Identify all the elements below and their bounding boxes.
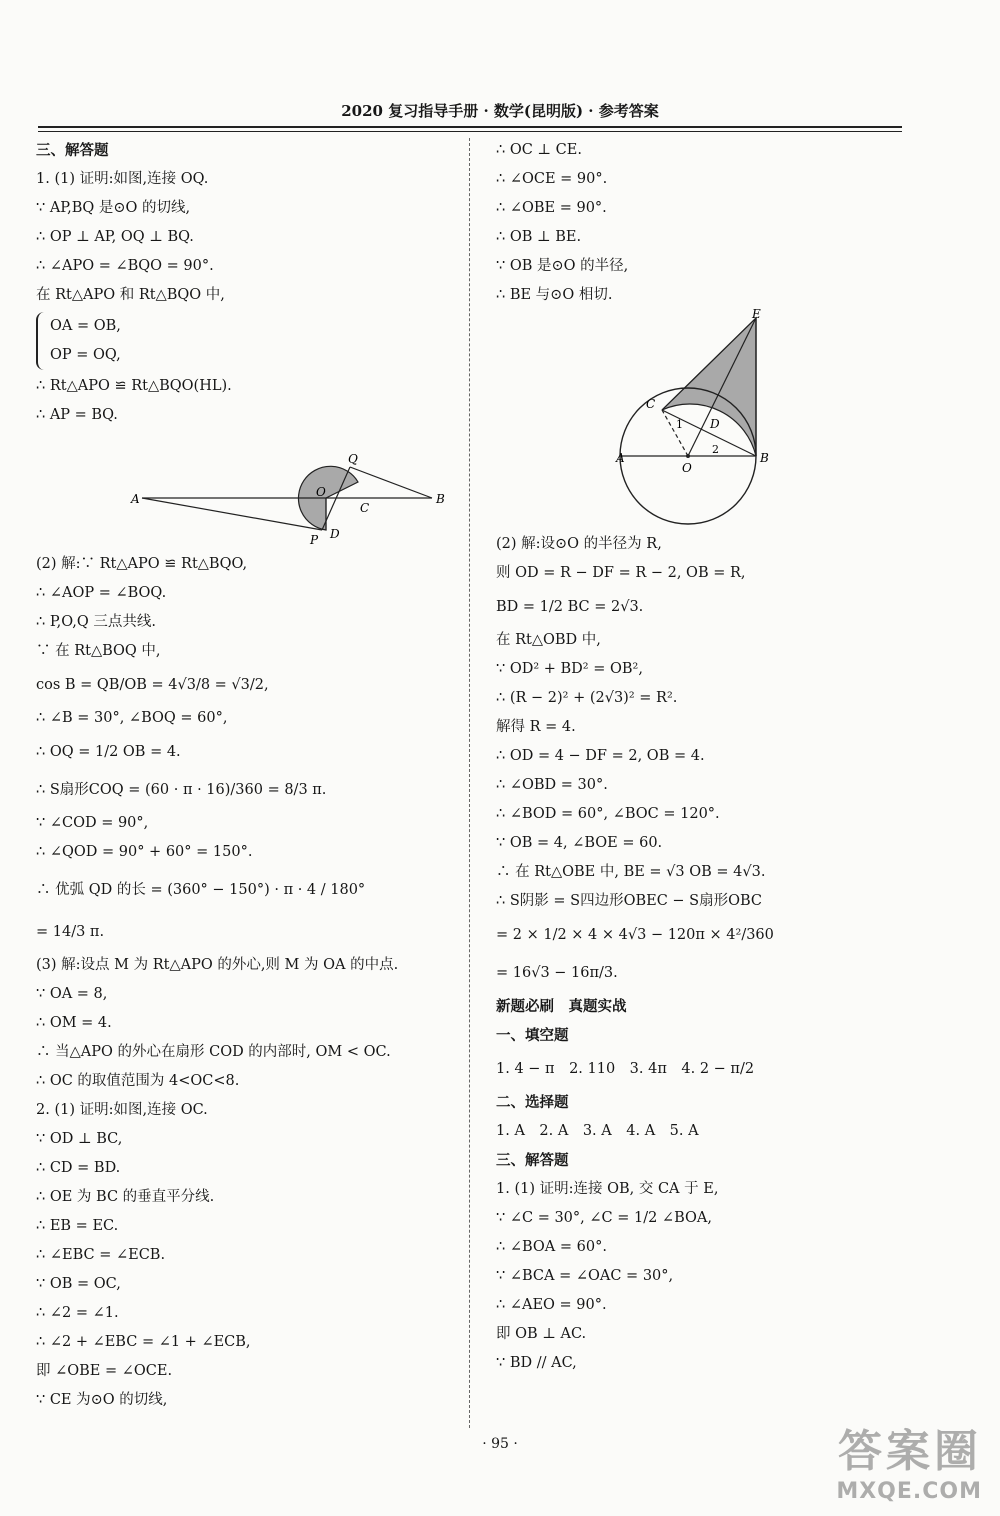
text-line: 1. (1) 证明:如图,连接 OQ. xyxy=(36,171,209,187)
text-line: ∴ S阴影 = S四边形OBEC − S扇形OBC xyxy=(496,893,762,909)
text-line: ∵ 在 Rt△BOQ 中, xyxy=(36,643,161,659)
text-line: ∴ CD = BD. xyxy=(36,1160,121,1176)
text-line: ∴ BE 与⊙O 相切. xyxy=(496,287,613,303)
text-line: ∴ 当△APO 的外心在扇形 COD 的内部时, OM < OC. xyxy=(36,1044,391,1060)
text-line: ∴ ∠OCE = 90°. xyxy=(496,171,608,187)
text-line: ∴ (R − 2)² + (2√3)² = R². xyxy=(496,690,678,706)
line-QB xyxy=(350,467,432,498)
formula-line: = 14/3 π. xyxy=(36,924,105,940)
text-line: ∵ OB = 4, ∠BOE = 60. xyxy=(496,835,663,851)
text-line: ∴ ∠AOP = ∠BOQ. xyxy=(36,585,167,601)
text-line: ∵ ∠BCA = ∠OAC = 30°, xyxy=(496,1268,674,1284)
text-line: ∵ OB = OC, xyxy=(36,1276,121,1292)
text-line: ∵ OD² + BD² = OB², xyxy=(496,661,643,677)
formula-line: ∴ 优弧 QD 的长 = (360° − 150°) · π · 4 / 180° xyxy=(36,882,366,898)
center-point xyxy=(686,454,690,458)
text-line: ∴ OC ⊥ CE. xyxy=(496,142,582,158)
text-line: ∴ Rt△APO ≌ Rt△BQO(HL). xyxy=(36,378,232,394)
text-line: ∵ AP,BQ 是⊙O 的切线, xyxy=(36,200,191,216)
watermark-text: 答案圈 xyxy=(838,1426,982,1477)
text-line: ∴ OM = 4. xyxy=(36,1015,112,1031)
text-line: ∴ ∠2 + ∠EBC = ∠1 + ∠ECB, xyxy=(36,1334,251,1350)
fig1-label: A xyxy=(131,492,140,506)
header-rule xyxy=(38,126,902,128)
column-divider xyxy=(469,138,470,1428)
header-rule-thin xyxy=(38,131,902,132)
text-line: 1. (1) 证明:连接 OB, 交 CA 于 E, xyxy=(496,1181,719,1197)
fig2-label: B xyxy=(760,451,769,465)
text-line: (3) 解:设点 M 为 Rt△APO 的外心,则 M 为 OA 的中点. xyxy=(36,957,399,973)
text-line: ∴ AP = BQ. xyxy=(36,407,118,423)
text-line: ∵ OD ⊥ BC, xyxy=(36,1131,123,1147)
text-line: 在 Rt△APO 和 Rt△BQO 中, xyxy=(36,287,225,303)
text-line: ∴ ∠BOD = 60°, ∠BOC = 120°. xyxy=(496,806,720,822)
equation-system xyxy=(36,312,466,370)
fig1-label: B xyxy=(436,492,445,506)
line-AP xyxy=(142,498,322,530)
answer-line: 1. 4 − π 2. 110 3. 4π 4. 2 − π/2 xyxy=(496,1061,755,1077)
fig2-label: 1 xyxy=(676,418,683,431)
text-line: ∴ ∠B = 30°, ∠BOQ = 60°, xyxy=(36,710,228,726)
text-line: ∴ EB = EC. xyxy=(36,1218,119,1234)
section-heading: 二、选择题 xyxy=(496,1094,569,1111)
section-heading: 新题必刷 真题实战 xyxy=(496,998,627,1015)
text-line: ∵ BD // AC, xyxy=(496,1355,577,1371)
text-line: ∴ OP ⊥ AP, OQ ⊥ BQ. xyxy=(36,229,194,245)
section-heading: 三、解答题 xyxy=(36,142,109,159)
fig2-label: E xyxy=(752,307,761,321)
text-line: (2) 解:∵ Rt△APO ≌ Rt△BQO, xyxy=(36,556,248,572)
formula-line: = 2 × 1/2 × 4 × 4√3 − 120π × 4²/360 xyxy=(496,927,774,943)
formula-line: BD = 1/2 BC = 2√3. xyxy=(496,599,644,615)
fig2-label: O xyxy=(682,461,692,475)
text-line: 2. (1) 证明:如图,连接 OC. xyxy=(36,1102,208,1118)
formula-line: = 16√3 − 16π/3. xyxy=(496,965,618,981)
text-line: OA = OB, xyxy=(50,318,121,334)
left-column xyxy=(36,136,466,1415)
figure-1-circle-tangents xyxy=(126,430,456,550)
fig2-label: 2 xyxy=(712,443,719,456)
text-line: ∴ ∠OBE = 90°. xyxy=(496,200,607,216)
page-header: 2020 复习指导手册 · 数学(昆明版) · 参考答案 xyxy=(341,102,659,120)
text-line: ∴ 在 Rt△OBE 中, BE = √3 OB = 4√3. xyxy=(496,864,766,880)
text-line: ∴ OC 的取值范围为 4<OC<8. xyxy=(36,1073,240,1089)
fig1-label: O xyxy=(316,485,326,499)
text-line: ∵ OB 是⊙O 的半径, xyxy=(496,258,629,274)
text-line: ∵ OA = 8, xyxy=(36,986,108,1002)
text-line: 即 ∠OBE = ∠OCE. xyxy=(36,1363,173,1379)
formula-line: cos B = QB/OB = 4√3/8 = √3/2, xyxy=(36,677,269,693)
text-line: 解得 R = 4. xyxy=(496,719,576,735)
text-line: ∴ OD = 4 − DF = 2, OB = 4. xyxy=(496,748,705,764)
fig1-label: C xyxy=(360,501,370,515)
text-line: ∴ P,O,Q 三点共线. xyxy=(36,614,157,630)
text-line: ∵ CE 为⊙O 的切线, xyxy=(36,1392,168,1408)
figure-2-circle-tangent-BE xyxy=(616,307,820,530)
text-line: ∴ ∠OBD = 30°. xyxy=(496,777,608,793)
text-line: ∵ ∠C = 30°, ∠C = 1/2 ∠BOA, xyxy=(496,1210,712,1226)
text-line: 即 OB ⊥ AC. xyxy=(496,1326,587,1342)
answer-line: 1. A 2. A 3. A 4. A 5. A xyxy=(496,1123,699,1139)
text-line: ∴ ∠AEO = 90°. xyxy=(496,1297,607,1313)
formula-line: ∴ S扇形COQ = (60 · π · 16)/360 = 8/3 π. xyxy=(36,782,327,798)
fig2-label: C xyxy=(646,397,656,411)
formula-line: ∴ OQ = 1/2 OB = 4. xyxy=(36,744,181,760)
fig1-label: D xyxy=(330,527,340,541)
fig1-label: Q xyxy=(348,452,358,466)
text-line: ∴ ∠BOA = 60°. xyxy=(496,1239,607,1255)
text-line: (2) 解:设⊙O 的半径为 R, xyxy=(496,536,662,552)
text-line: ∴ OE 为 BC 的垂直平分线. xyxy=(36,1189,215,1205)
section-heading: 一、填空题 xyxy=(496,1027,569,1044)
text-line: OP = OQ, xyxy=(50,347,121,363)
page-number: · 95 · xyxy=(482,1436,518,1452)
text-line: ∴ ∠QOD = 90° + 60° = 150°. xyxy=(36,844,253,860)
fig2-label: D xyxy=(710,417,720,431)
right-column xyxy=(496,136,896,1378)
text-line: ∴ ∠2 = ∠1. xyxy=(36,1305,119,1321)
fig2-label: A xyxy=(616,451,625,465)
section-heading: 三、解答题 xyxy=(496,1152,569,1169)
watermark-logo xyxy=(836,1415,982,1504)
fig1-label: P xyxy=(310,533,319,547)
text-line: 则 OD = R − DF = R − 2, OB = R, xyxy=(496,565,746,581)
text-line: ∵ ∠COD = 90°, xyxy=(36,815,149,831)
text-line: ∴ ∠APO = ∠BQO = 90°. xyxy=(36,258,214,274)
watermark-url: MXQE.COM xyxy=(836,1479,982,1504)
text-line: ∴ OB ⊥ BE. xyxy=(496,229,582,245)
text-line: 在 Rt△OBD 中, xyxy=(496,632,601,648)
text-line: ∴ ∠EBC = ∠ECB. xyxy=(36,1247,166,1263)
